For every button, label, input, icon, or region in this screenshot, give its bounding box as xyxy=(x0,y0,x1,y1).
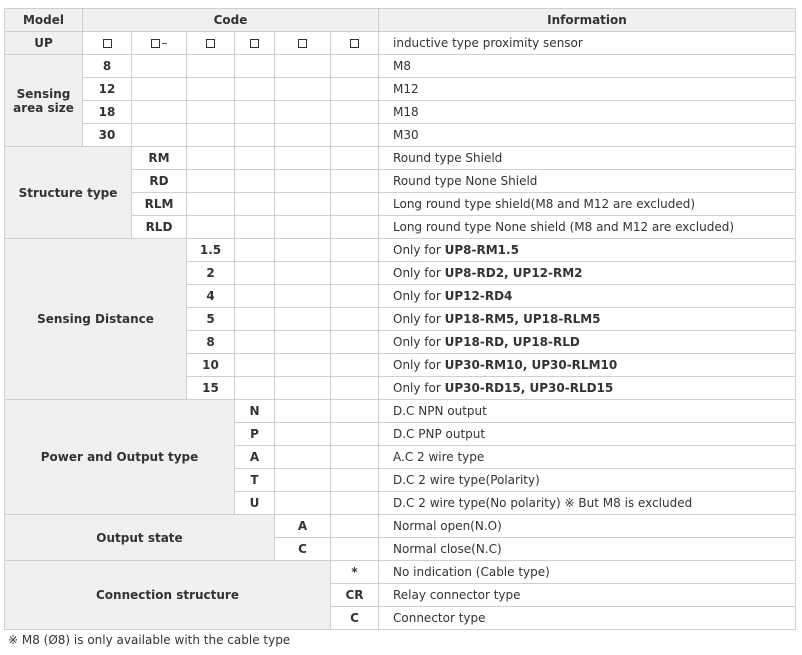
info-text: Normal close(N.C) xyxy=(379,538,796,561)
info-prefix: Only for xyxy=(393,358,445,372)
code-value: * xyxy=(331,561,379,584)
info-text: M18 xyxy=(379,101,796,124)
info-text xyxy=(379,308,796,331)
label-output-state: Output state xyxy=(5,515,275,561)
info-text: Long round type shield(M8 and M12 are excluded) xyxy=(379,193,796,216)
info-prefix: Only for xyxy=(393,266,445,280)
info-text xyxy=(379,331,796,354)
dash-mark: – xyxy=(161,36,168,51)
info-text: M30 xyxy=(379,124,796,147)
info-text: M12 xyxy=(379,78,796,101)
table-row xyxy=(5,55,796,78)
code-value: 4 xyxy=(187,285,235,308)
info-text: Connector type xyxy=(379,607,796,630)
info-text: Long round type None shield (M8 and M12 are excluded) xyxy=(379,216,796,239)
table-row xyxy=(5,239,796,262)
info-up: inductive type proximity sensor xyxy=(379,32,796,55)
code-value: 18 xyxy=(83,101,132,124)
table-row xyxy=(5,400,796,423)
info-text: A.C 2 wire type xyxy=(379,446,796,469)
code-value: 10 xyxy=(187,354,235,377)
header-information: Information xyxy=(379,9,796,32)
info-models: UP8-RD2, UP12-RM2 xyxy=(444,266,583,280)
footnote: ※ M8 (Ø8) is only available with the cable type xyxy=(8,633,291,647)
code-value: RM xyxy=(132,147,187,170)
info-prefix: Only for xyxy=(393,289,445,303)
code-value: RLM xyxy=(132,193,187,216)
code-value: A xyxy=(275,515,331,538)
square-icon xyxy=(298,39,307,48)
info-prefix: Only for xyxy=(393,335,445,349)
code-value: 12 xyxy=(83,78,132,101)
info-models: UP30-RM10, UP30-RLM10 xyxy=(444,358,618,372)
model-up: UP xyxy=(5,32,83,55)
code-value: 2 xyxy=(187,262,235,285)
code-value: 1.5 xyxy=(187,239,235,262)
label-power-output: Power and Output type xyxy=(5,400,235,515)
table-row xyxy=(5,561,796,584)
info-models: UP12-RD4 xyxy=(444,289,513,303)
label-sensing-area: Sensing area size xyxy=(5,55,83,147)
code-value: C xyxy=(275,538,331,561)
info-text: Relay connector type xyxy=(379,584,796,607)
header-model: Model xyxy=(5,9,83,32)
info-models: UP30-RD15, UP30-RLD15 xyxy=(444,381,614,395)
table-row-up xyxy=(5,32,796,55)
info-text xyxy=(379,377,796,400)
table-row xyxy=(5,101,796,124)
info-text: Round type Shield xyxy=(379,147,796,170)
code-value: P xyxy=(235,423,275,446)
square-icon xyxy=(250,39,259,48)
model-code-table xyxy=(4,8,796,630)
square-icon xyxy=(151,39,160,48)
code-value: 5 xyxy=(187,308,235,331)
code-value: RD xyxy=(132,170,187,193)
code-slot-6 xyxy=(331,32,379,55)
info-text xyxy=(379,354,796,377)
label-structure-type: Structure type xyxy=(5,147,132,239)
info-text: D.C 2 wire type(Polarity) xyxy=(379,469,796,492)
code-value: 8 xyxy=(187,331,235,354)
square-icon xyxy=(350,39,359,48)
info-prefix: Only for xyxy=(393,381,445,395)
info-models: UP18-RM5, UP18-RLM5 xyxy=(444,312,601,326)
info-text xyxy=(379,285,796,308)
info-text: D.C PNP output xyxy=(379,423,796,446)
info-text: Round type None Shield xyxy=(379,170,796,193)
code-value: 8 xyxy=(83,55,132,78)
code-slot-1 xyxy=(83,32,132,55)
info-text: D.C NPN output xyxy=(379,400,796,423)
code-slot-4 xyxy=(235,32,275,55)
code-value: RLD xyxy=(132,216,187,239)
info-text: Normal open(N.O) xyxy=(379,515,796,538)
info-text xyxy=(379,262,796,285)
info-models: UP18-RD, UP18-RLD xyxy=(444,335,580,349)
square-icon xyxy=(206,39,215,48)
info-prefix: Only for xyxy=(393,243,445,257)
code-value: 15 xyxy=(187,377,235,400)
header-code: Code xyxy=(83,9,379,32)
header-row xyxy=(5,9,796,32)
table-row xyxy=(5,515,796,538)
code-value: 30 xyxy=(83,124,132,147)
code-slot-3 xyxy=(187,32,235,55)
info-text: No indication (Cable type) xyxy=(379,561,796,584)
table-row xyxy=(5,78,796,101)
label-sensing-distance: Sensing Distance xyxy=(5,239,187,400)
code-value: A xyxy=(235,446,275,469)
info-text: D.C 2 wire type(No polarity) ※ But M8 is excluded xyxy=(379,492,796,515)
code-slot-5 xyxy=(275,32,331,55)
code-value: N xyxy=(235,400,275,423)
info-prefix: Only for xyxy=(393,312,445,326)
table-row xyxy=(5,124,796,147)
code-value: T xyxy=(235,469,275,492)
label-connection-structure: Connection structure xyxy=(5,561,331,630)
info-models: UP8-RM1.5 xyxy=(444,243,519,257)
info-text xyxy=(379,239,796,262)
square-icon xyxy=(103,39,112,48)
code-value: U xyxy=(235,492,275,515)
code-value: CR xyxy=(331,584,379,607)
table-row xyxy=(5,147,796,170)
code-value: C xyxy=(331,607,379,630)
code-slot-2 xyxy=(132,32,187,55)
info-text: M8 xyxy=(379,55,796,78)
